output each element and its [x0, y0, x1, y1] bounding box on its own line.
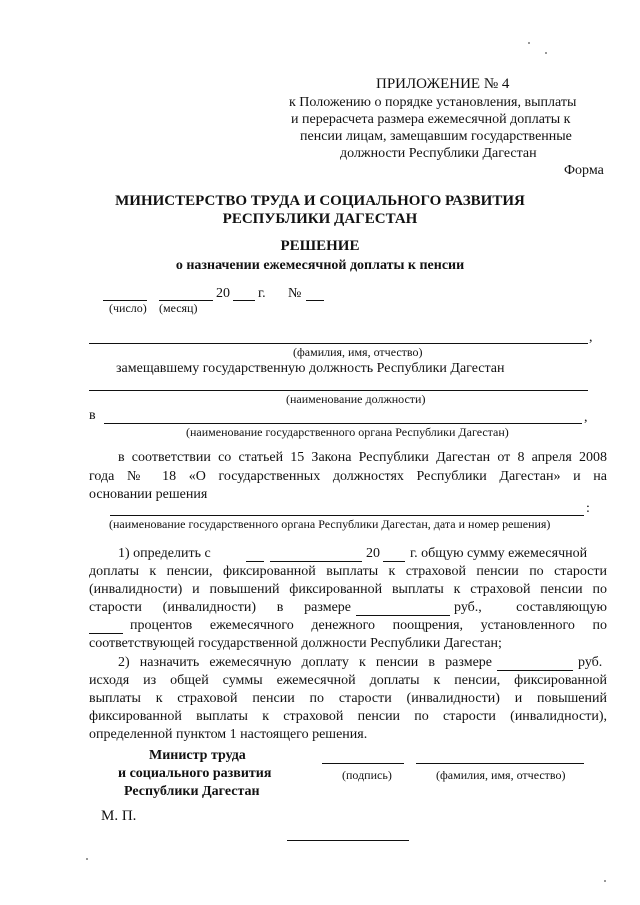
organ-comma: ,	[584, 410, 588, 425]
minister-line-1: Министр труда	[149, 748, 246, 763]
item1-line-5: процентов ежемесячного денежного поощрения, установленного по	[130, 618, 607, 633]
appendix-title: ПРИЛОЖЕНИЕ № 4	[376, 76, 510, 92]
appendix-line-3: пенсии лицам, замещавшим государственные	[300, 129, 572, 144]
signature-hint: (подпись)	[342, 768, 392, 782]
position-hint: (наименование должности)	[286, 392, 426, 406]
ministry-line-1: МИНИСТЕРСТВО ТРУДА И СОЦИАЛЬНОГО РАЗВИТИЯ	[115, 193, 525, 209]
fio-hint: (фамилия, имя, отчество)	[293, 345, 423, 359]
fio-comma: ,	[589, 330, 593, 345]
decision-title: РЕШЕНИЕ	[280, 238, 360, 254]
organ-hint: (наименование государственного органа Республики Дагестан)	[186, 425, 509, 439]
decision-basis-blank[interactable]	[110, 515, 584, 516]
number-blank[interactable]	[306, 300, 324, 301]
item1-p1-a: 1) определить с	[118, 546, 211, 561]
item1-month-blank[interactable]	[270, 561, 362, 562]
year-prefix: 20	[216, 286, 230, 301]
basis-line-2: года № 18 «О государственных должностях Республики Дагестан» и на	[89, 469, 607, 484]
decision-subtitle: о назначении ежемесячной доплаты к пенсии	[175, 258, 465, 273]
ministry-line-2: РЕСПУБЛИКИ ДАГЕСТАН	[222, 211, 418, 227]
item2-line-1-b: руб.	[578, 655, 603, 670]
item2-line-1-a: 2) назначить ежемесячную доплату к пенсии в размере	[118, 655, 492, 670]
item2-line-2: исходя из общей суммы ежемесячной доплаты к пенсии, фиксированной	[89, 673, 607, 688]
basis-colon: :	[586, 501, 590, 516]
item1-day-blank[interactable]	[246, 561, 264, 562]
basis-line-3: основании решения	[89, 487, 208, 502]
item2-line-4: фиксированной выплаты к страховой пенсии по старости (инвалидности),	[89, 709, 607, 724]
item1-line-2: доплаты к пенсии, фиксированной выплаты к страховой пенсии по старости	[89, 564, 607, 579]
item2-line-3: выплаты к страховой пенсии по старости (инвалидности) и повышений	[89, 691, 607, 706]
item1-year-blank[interactable]	[383, 561, 405, 562]
appendix-line-1: к Положению о порядке установления, выплаты	[289, 95, 577, 110]
minister-line-3: Республики Дагестан	[124, 784, 260, 799]
hint-day: (число)	[109, 301, 147, 315]
form-label: Форма	[564, 163, 604, 178]
signer-name-blank[interactable]	[416, 763, 584, 764]
signature-blank[interactable]	[322, 763, 404, 764]
scan-speck	[545, 52, 547, 54]
appendix-line-2: и перерасчета размера ежемесячной доплаты к	[291, 112, 571, 127]
item1-line-4-b: руб., составляющую	[454, 600, 607, 615]
item1-line-3: (инвалидности) и повышений фиксированной выплаты к страховой пенсии по	[89, 582, 607, 597]
monthly-amount-blank[interactable]	[497, 670, 573, 671]
scan-speck	[86, 858, 88, 860]
basis-line-1: в соответствии со статьей 15 Закона Республики Дагестан от 8 апреля 2008	[118, 450, 607, 465]
position-text: замещавшему государственную должность Республики Дагестан	[116, 361, 505, 376]
year-blank[interactable]	[233, 300, 255, 301]
scan-speck	[528, 42, 530, 44]
item1-year-prefix: 20	[366, 546, 380, 561]
minister-line-2: и социального развития	[118, 766, 272, 781]
hint-month: (месяц)	[159, 301, 198, 315]
bottom-blank	[287, 840, 409, 841]
signer-name-hint: (фамилия, имя, отчество)	[436, 768, 566, 782]
scan-speck	[604, 880, 606, 882]
number-sign: №	[288, 286, 302, 301]
amount-blank[interactable]	[356, 615, 450, 616]
item1-line-4-a: старости (инвалидности) в размере	[89, 600, 351, 615]
fio-blank[interactable]	[89, 343, 588, 344]
percent-blank[interactable]	[89, 633, 123, 634]
basis-hint: (наименование государственного органа Республики Дагестан, дата и номер решения)	[109, 517, 551, 531]
appendix-line-4: должности Республики Дагестан	[340, 146, 537, 161]
item1-line-6: соответствующей государственной должности Республики Дагестан;	[89, 636, 502, 651]
stamp-place: М. П.	[101, 808, 137, 824]
organ-blank[interactable]	[104, 423, 582, 424]
item1-p1-c: г. общую сумму ежемесячной	[410, 546, 588, 561]
position-blank[interactable]	[89, 390, 588, 391]
item2-line-5: определенной пунктом 1 настоящего решения.	[89, 727, 368, 742]
in-prefix: в	[89, 408, 96, 423]
year-suffix: г.	[258, 286, 266, 301]
